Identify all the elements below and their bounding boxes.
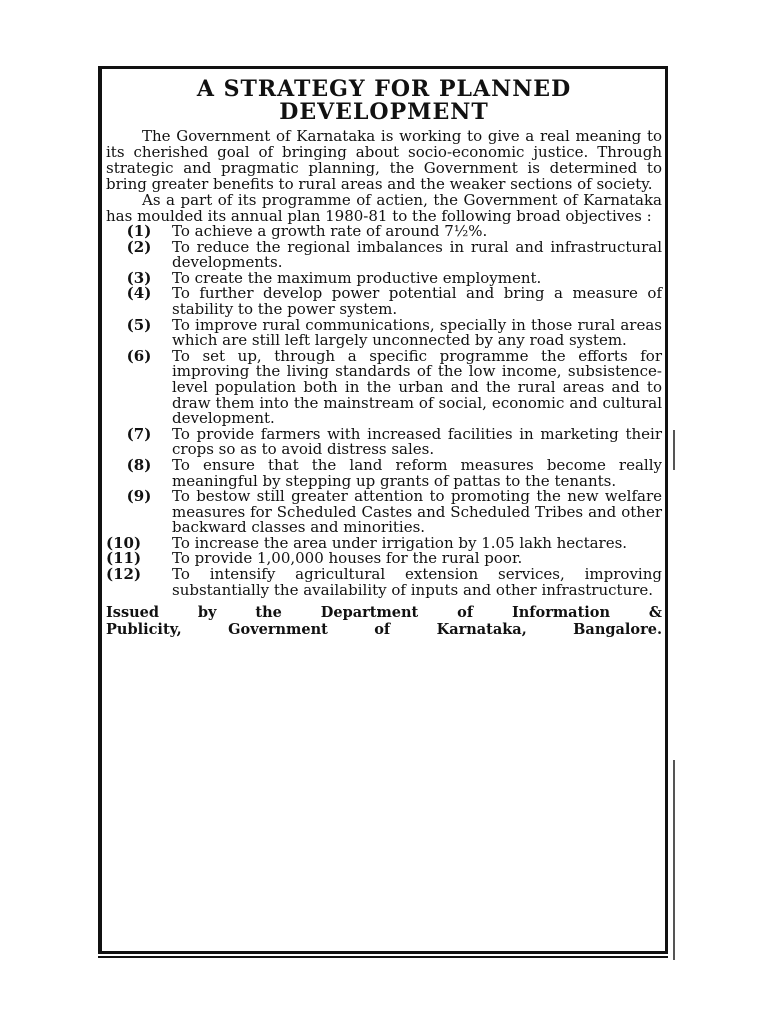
objective-number: (4) <box>126 284 152 303</box>
objective-text: To provide 1,00,000 houses for the rural poor. <box>172 549 523 568</box>
objective-text: To provide farmers with increased facilities in marketing their crops so as to avoid distress sales. <box>172 424 662 459</box>
objective-text: To further develop power potential and bring a measure of stability to the power system. <box>172 284 662 318</box>
objective-item <box>106 237 662 272</box>
objective-number: (11) <box>106 549 142 568</box>
scan-edge-mark <box>673 760 675 960</box>
objective-number: (5) <box>126 315 152 334</box>
objective-number: (7) <box>126 424 152 443</box>
objective-number: (9) <box>126 487 152 506</box>
document-title: A STRATEGY FOR PLANNED DEVELOPMENT <box>196 76 572 125</box>
objective-text: To increase the area under irrigation by 1.05 lakh hectares. <box>172 533 628 552</box>
intro-paragraph-1: The Government of Karnataka is working to give a real meaning to its cherished goal of bringing about socio-economic justice. Through strategic and pragmatic planning, the Government is determined to bring greater benefits to rural areas and the weaker sections of society. <box>106 127 662 193</box>
objective-text: To reduce the regional imbalances in rural and infrastructural developments. <box>172 237 662 272</box>
objective-item <box>106 346 662 428</box>
objective-item <box>106 424 662 459</box>
document-content <box>106 78 662 638</box>
objective-item <box>106 315 662 350</box>
objective-item <box>106 455 662 490</box>
objective-number: (2) <box>126 237 152 256</box>
objective-text: To intensify agricultural extension services, improving substantially the availability of inputs and other infrastructure. <box>172 565 662 599</box>
objective-number: (1) <box>126 222 152 240</box>
objective-number: (12) <box>106 565 142 584</box>
objective-item <box>106 489 662 536</box>
objective-text: To ensure that the land reform measures become really meaningful by stepping up grants of pattas to the tenants. <box>172 455 662 490</box>
objective-text: To create the maximum productive employment. <box>172 268 542 287</box>
intro-paragraph-2: As a part of its programme of actien, the Government of Karnataka has moulded its annual plan 1980-81 to the following broad objectives : <box>106 191 662 225</box>
objective-number: (10) <box>106 533 142 552</box>
objective-text: To bestow still greater attention to promoting the new welfare measures for Scheduled Castes and Scheduled Tribes and other backward classes and minorities. <box>172 487 662 537</box>
objective-item <box>106 567 662 598</box>
bottom-rule <box>98 956 668 958</box>
objectives-list <box>106 224 662 598</box>
objective-number: (3) <box>126 268 152 287</box>
issuer-credit <box>106 604 662 638</box>
objective-text: To set up, through a specific programme the efforts for improving the living standards of the low income, subsistence-level population both in the urban and the rural areas and to draw them into the mainstream of social, economic and cultural development. <box>172 346 662 428</box>
objective-item <box>106 286 662 317</box>
objective-number: (8) <box>126 455 152 474</box>
issuer-credit-line-1: Issued by the Department of Information & <box>106 604 662 622</box>
scan-edge-mark <box>673 430 675 470</box>
issuer-credit-line-2: Publicity, Government of Karnataka, Bangalore. <box>106 621 662 639</box>
objective-text: To achieve a growth rate of around 7½%. <box>172 222 488 240</box>
objective-text: To improve rural communications, specially in those rural areas which are still left largely unconnected by any road system. <box>172 315 662 350</box>
objective-number: (6) <box>126 346 152 365</box>
